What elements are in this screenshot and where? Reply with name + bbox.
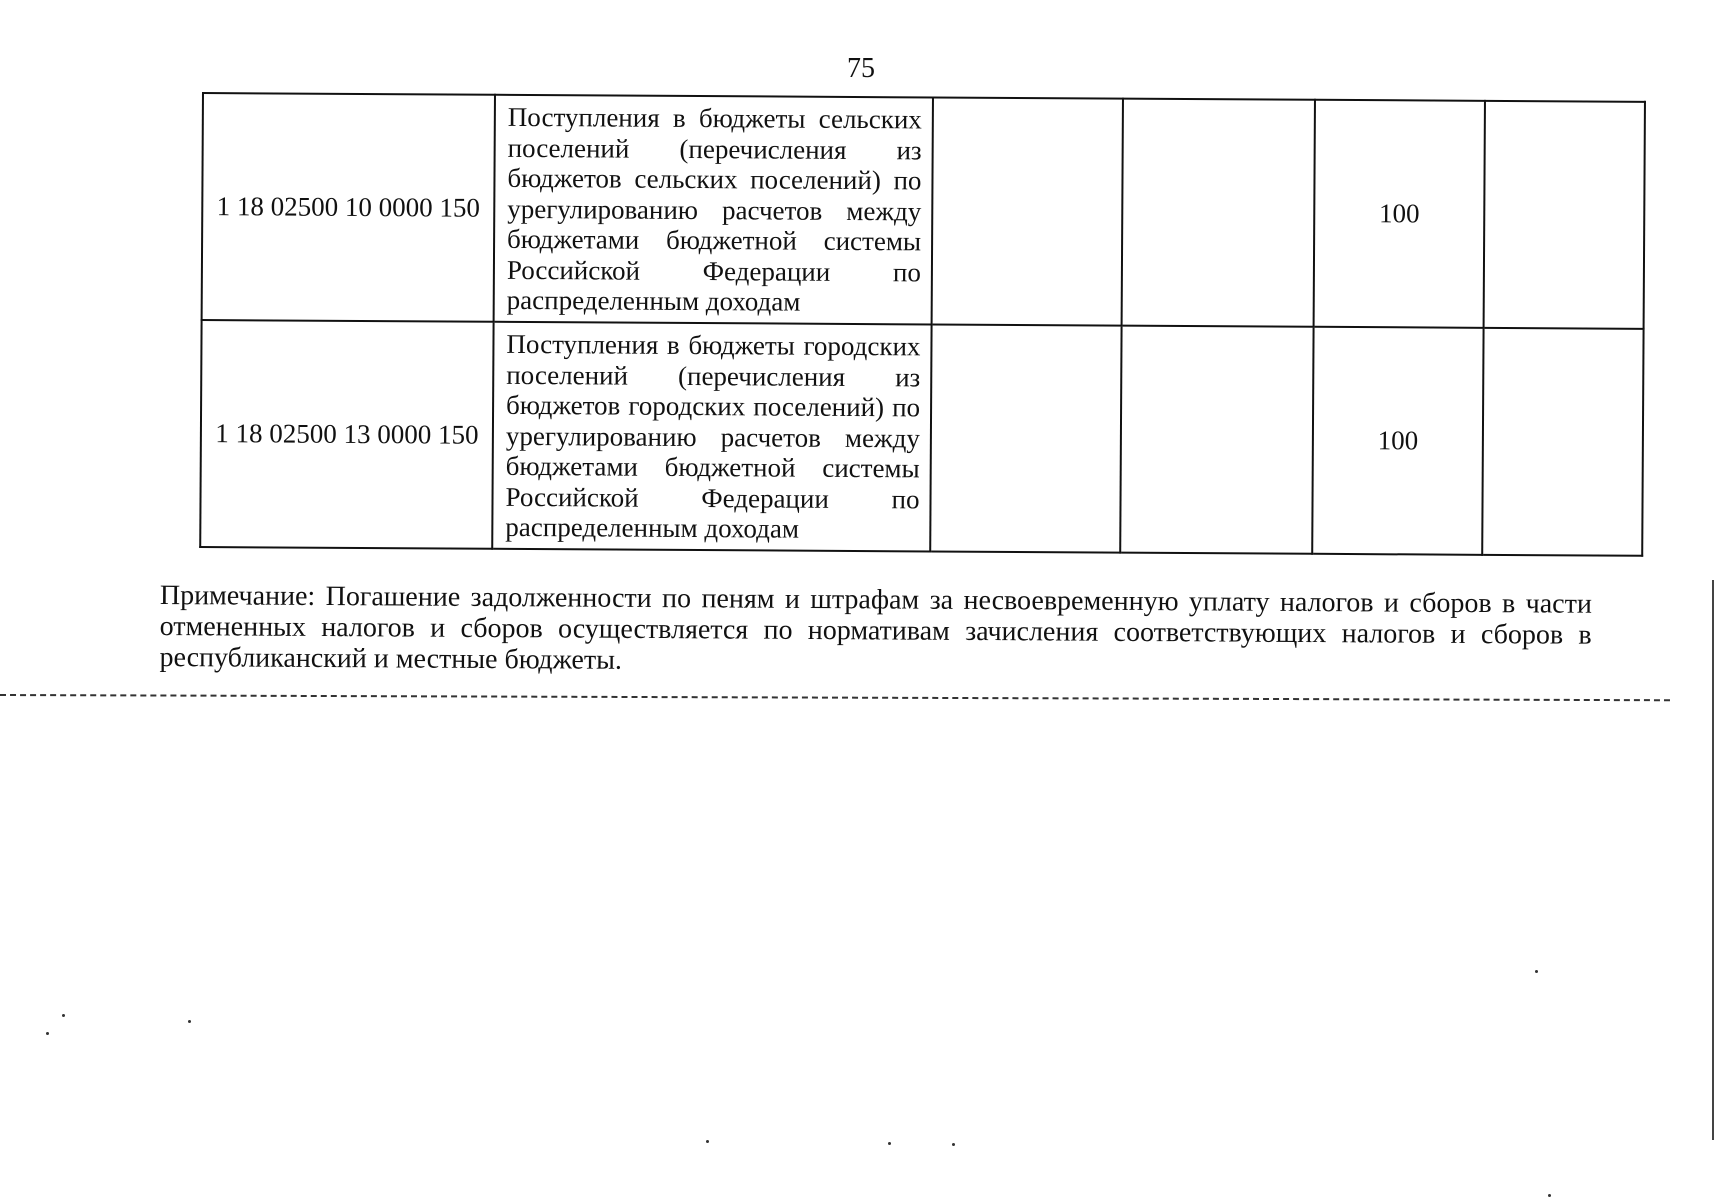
table-row — [202, 93, 1645, 329]
page-number: 75 — [847, 53, 875, 84]
budget-table — [199, 92, 1646, 557]
scan-speck — [1548, 1194, 1551, 1197]
value-cell-col3 — [932, 97, 1123, 325]
scan-speck — [888, 1142, 891, 1145]
income-description-cell — [492, 322, 931, 552]
table-row — [200, 320, 1643, 556]
scan-speck — [952, 1143, 955, 1146]
value-cell-col4 — [1120, 326, 1313, 554]
income-description: Поступления в бюджеты сельских поселений (перечисления из бюджетов сельских поселений) по урегулированию расчетов между бюджетами бюджетной системы Российской Федерации по распределенным доходам — [506, 101, 922, 317]
income-description: Поступления в бюджеты городских поселений (перечисления из бюджетов городских поселений) по урегулированию расчетов между бюджетами бюджетной системы Российской Федерации по распределенным доходам — [505, 328, 921, 544]
scan-speck — [706, 1140, 709, 1143]
scan-edge-line — [1712, 580, 1714, 1140]
value-cell-col5: 100 — [1312, 327, 1483, 555]
value-cell-col6 — [1482, 328, 1643, 556]
budget-code-cell: 1 18 02500 13 0000 150 — [200, 320, 493, 549]
scan-speck — [62, 1014, 65, 1017]
scan-speck — [188, 1020, 191, 1023]
scan-speck — [46, 1032, 49, 1035]
value-cell-col6 — [1484, 101, 1645, 329]
footnote — [159, 580, 1592, 682]
value-cell-col5: 100 — [1314, 100, 1485, 328]
dashed-separator — [0, 694, 1670, 701]
scan-speck — [1535, 970, 1538, 973]
footnote-text: Примечание: Погашение задолженности по пеням и штрафам за несвоевременную уплату налогов и сборов в части отмененных налогов и сборов осуществляется по нормативам зачисления соответствующих налогов и сборов в республиканский и местные бюджеты. — [159, 580, 1592, 676]
budget-code-cell: 1 18 02500 10 0000 150 — [202, 93, 495, 322]
income-description-cell — [494, 95, 933, 325]
value-cell-col3 — [930, 324, 1121, 552]
value-cell-col4 — [1122, 99, 1315, 327]
